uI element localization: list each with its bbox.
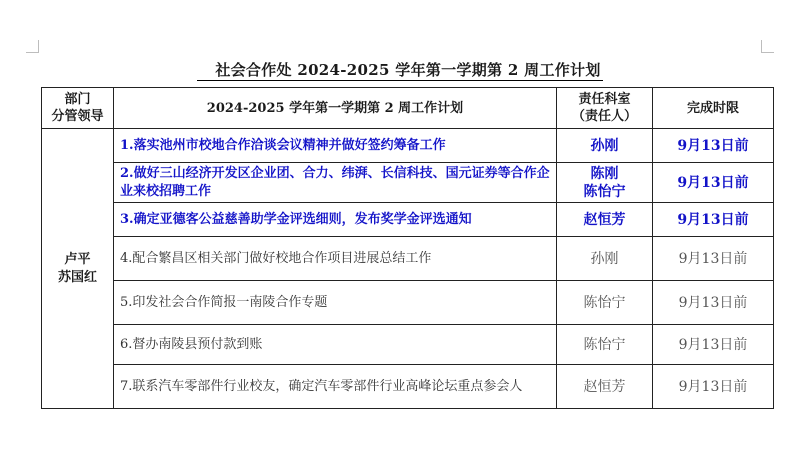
deadline-cell: 9月13日前 — [653, 237, 774, 281]
header-work-plan: 2024-2025 学年第一学期第 2 周工作计划 — [114, 88, 557, 129]
owner-cell: 陈刚 陈怡宁 — [557, 163, 653, 203]
header-department-leader: 部门 分管领导 — [42, 88, 114, 129]
task-cell: 7.联系汽车零部件行业校友，确定汽车零部件行业高峰论坛重点参会人 — [114, 365, 557, 409]
deadline-cell: 9月13日前 — [653, 203, 774, 237]
header-deadline: 完成时限 — [653, 88, 774, 129]
table-row — [42, 365, 774, 409]
table-header-row — [42, 88, 774, 129]
owner-cell: 孙刚 — [557, 129, 653, 163]
table-row — [42, 129, 774, 163]
header-responsible: 责任科室 （责任人） — [557, 88, 653, 129]
task-cell: 3.确定亚德客公益慈善助学金评选细则，发布奖学金评选通知 — [114, 203, 557, 237]
table-row — [42, 237, 774, 281]
table-row — [42, 281, 774, 325]
deadline-cell: 9月13日前 — [653, 365, 774, 409]
deadline-cell: 9月13日前 — [653, 325, 774, 365]
task-cell: 5.印发社会合作简报一南陵合作专题 — [114, 281, 557, 325]
work-plan-table — [41, 87, 774, 409]
table-row — [42, 203, 774, 237]
owner-cell: 陈怡宁 — [557, 281, 653, 325]
task-cell: 6.督办南陵县预付款到账 — [114, 325, 557, 365]
margin-mark-top-right — [761, 40, 774, 53]
task-cell: 4.配合繁昌区相关部门做好校地合作项目进展总结工作 — [114, 237, 557, 281]
owner-cell: 孙刚 — [557, 237, 653, 281]
task-cell: 1.落实池州市校地合作洽谈会议精神并做好签约筹备工作 — [114, 129, 557, 163]
owner-cell: 赵恒芳 — [557, 203, 653, 237]
owner-cell: 赵恒芳 — [557, 365, 653, 409]
deadline-cell: 9月13日前 — [653, 163, 774, 203]
table-row — [42, 163, 774, 203]
document-title: 社会合作处 2024-2025 学年第一学期第 2 周工作计划 — [0, 59, 800, 80]
deadline-cell: 9月13日前 — [653, 281, 774, 325]
deadline-cell: 9月13日前 — [653, 129, 774, 163]
table-row — [42, 325, 774, 365]
leader-cell: 卢平 苏国红 — [42, 129, 114, 409]
margin-mark-top-left — [26, 40, 39, 53]
owner-cell: 陈怡宁 — [557, 325, 653, 365]
task-cell: 2.做好三山经济开发区企业团、合力、纬湃、长信科技、国元证券等合作企业来校招聘工作 — [114, 163, 557, 203]
